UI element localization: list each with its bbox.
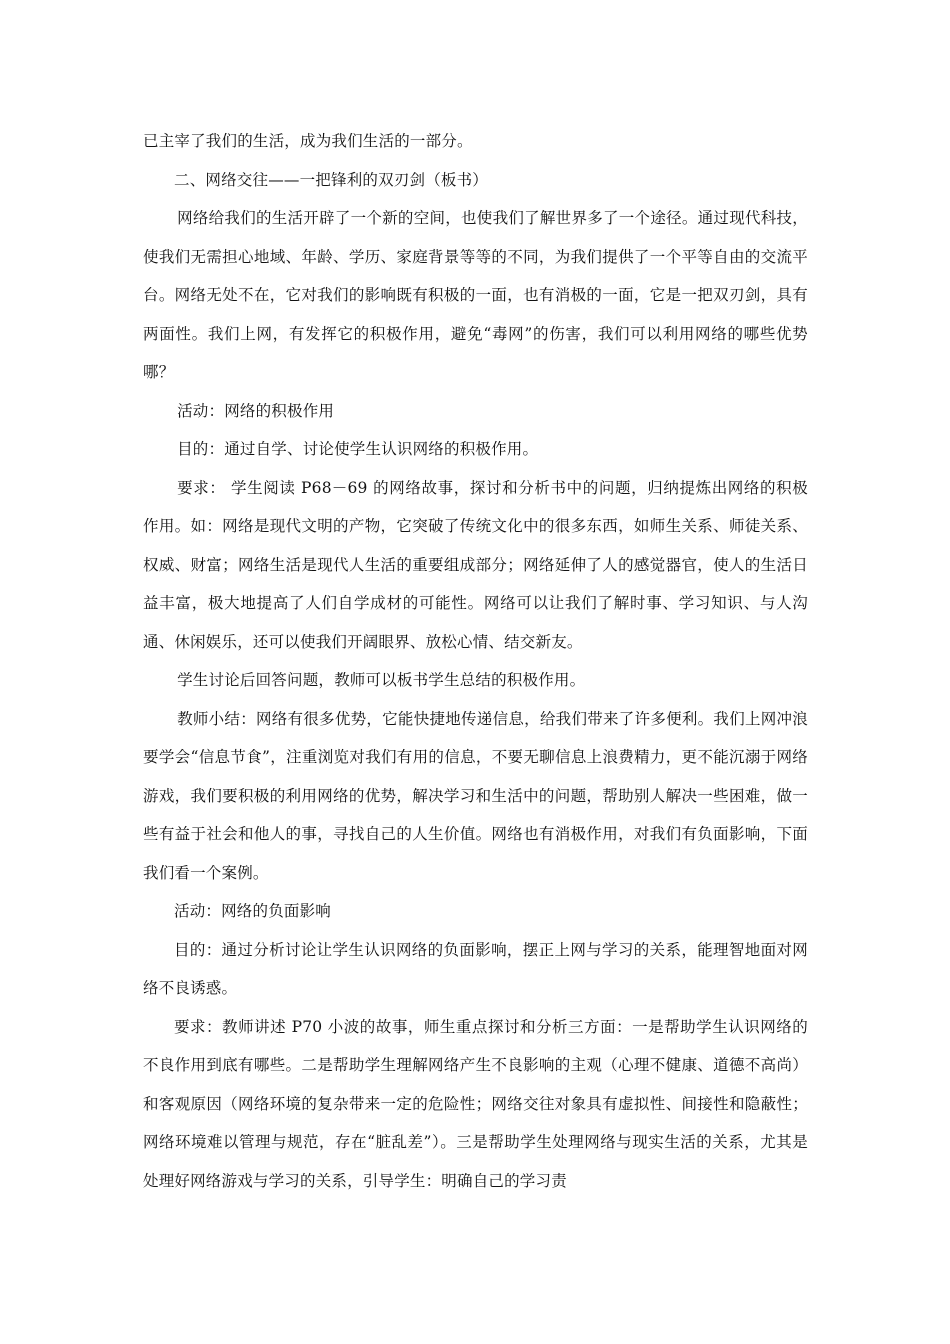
paragraph-discussion: 学生讨论后回答问题，教师可以板书学生总结的积极作用。 <box>177 671 586 689</box>
section-heading: 二、网络交往——一把锋利的双刃剑（板书） <box>174 170 489 189</box>
activity-positive-requirements: 要求： 学生阅读 P68－69 的网络故事，探讨和分析书中的问题，归纳提炼出网络的积极作用。如：网络是现代文明的产物，它突破了传统文化中的很多东西，如师生关系、师徒关系、权威、财富；网络生活是现代人生活的重要组成部分；网络延伸了人的感觉器官，使人的生活日益丰富，极大地提高了人们自学成材的可能性。网络可以让我们了解时事、学习知识、与人沟通、休闲娱乐，还可以使我们开阔眼界、放松心情、结交新友。 <box>143 478 808 651</box>
paragraph-intro: 网络给我们的生活开辟了一个新的空间，也使我们了解世界多了一个途径。通过现代科技，使我们无需担心地域、年龄、学历、家庭背景等等的不同，为我们提供了一个平等自由的交流平台。网络无处不在，它对我们的影响既有积极的一面，也有消极的一面，它是一把双刃剑，具有两面性。我们上网，有发挥它的积极作用，避免“毒网”的伤害，我们可以利用网络的哪些优势哪？ <box>143 209 808 381</box>
activity-negative-title: 活动：网络的负面影响 <box>174 902 332 920</box>
activity-negative-purpose: 目的：通过分析讨论让学生认识网络的负面影响，摆正上网与学习的关系，能理智地面对网络不良诱惑。 <box>143 940 808 997</box>
paragraph-continuation: 已主宰了我们的生活，成为我们生活的一部分。 <box>143 132 473 150</box>
activity-negative-requirements: 要求：教师讲述 P70 小波的故事，师生重点探讨和分析三方面：一是帮助学生认识网络的不良作用到底有哪些。二是帮助学生理解网络产生不良影响的主观（心理不健康、道德不高尚）和客观原因（网络环境的复杂带来一定的危险性；网络交往对象具有虚拟性、间接性和隐蔽性；网络环境难以管理与规范，存在“脏乱差”）。三是帮助学生处理网络与现实生活的关系，尤其是处理好网络游戏与学习的关系，引导学生：明确自己的学习责 <box>143 1017 808 1190</box>
activity-positive-purpose: 目的：通过自学、讨论使学生认识网络的积极作用。 <box>177 440 539 458</box>
document-body <box>143 122 808 1200</box>
teacher-summary: 教师小结：网络有很多优势，它能快捷地传递信息，给我们带来了许多便利。我们上网冲浪要学会“信息节食”，注重浏览对我们有用的信息，不要无聊信息上浪费精力，更不能沉溺于网络游戏，我们要积极的利用网络的优势，解决学习和生活中的问题，帮助别人解决一些困难，做一些有益于社会和他人的事，寻找自己的人生价值。网络也有消极作用，对我们有负面影响，下面我们看一个案例。 <box>143 709 808 882</box>
activity-positive-title: 活动：网络的积极作用 <box>177 401 335 420</box>
